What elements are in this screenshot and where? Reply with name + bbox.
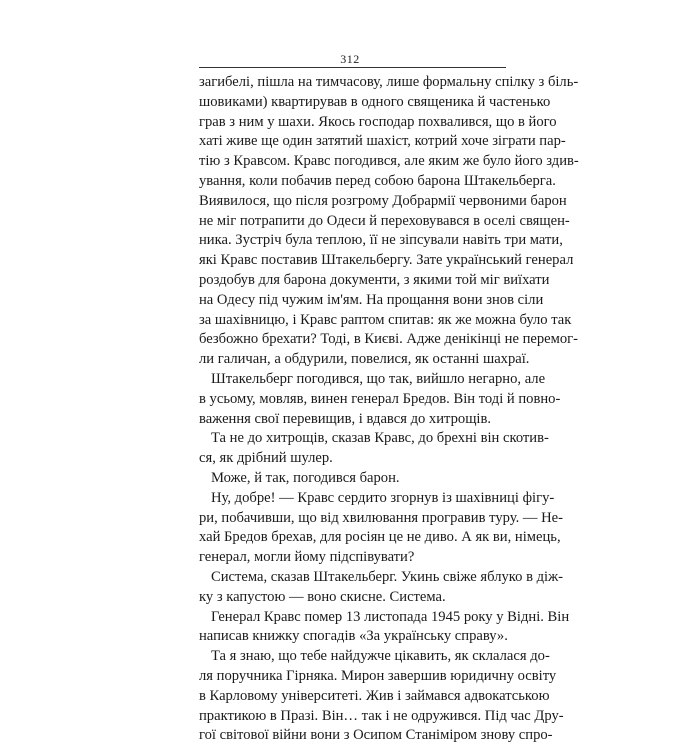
- text-line: не міг потрапити до Одеси й переховувався в оселі священ-: [199, 212, 570, 229]
- text-line: Ну, добре! — Кравс сердито згорнув із шахівниці фігу-: [211, 489, 555, 506]
- text-line: за шахівницю, і Кравс раптом спитав: як же можна було так: [199, 311, 572, 328]
- text-line: ли галичан, а обдурили, повелися, як останні шахраї.: [199, 351, 530, 368]
- paragraph: [199, 370, 561, 429]
- text-line: генерал, могли йому підспівувати?: [199, 549, 415, 566]
- text-line: ування, коли побачив перед собою барона Штакельберга.: [199, 172, 556, 189]
- text-line: Може, й так, погодився барон.: [211, 469, 400, 486]
- text-line: ку з капустою — воно скисне. Система.: [199, 588, 446, 605]
- text-line: гої світової війни вони з Осипом Станіміром знову спро-: [199, 727, 553, 744]
- text-line: написав книжку спогадів «За українську справу».: [199, 628, 508, 645]
- body-text: [199, 73, 579, 746]
- text-line: в Карловому університеті. Жив і займався адвокатською: [199, 687, 550, 704]
- text-line: які Кравс поставив Штакельбергу. Зате український генерал: [199, 252, 574, 269]
- paragraph: [199, 608, 570, 648]
- text-line: Та не до хитрощів, сказав Кравс, до брехні він скотив-: [211, 430, 549, 447]
- text-line: практикою в Празі. Він… так і не одружився. Під час Дру-: [199, 707, 564, 724]
- text-line: Штакельберг погодився, що так, вийшло негарно, але: [211, 370, 546, 387]
- text-line: Система, сказав Штакельберг. Укинь свіже яблуко в діж-: [211, 568, 564, 585]
- text-line: на Одесу під чужим ім'ям. На прощання вони знов сіли: [199, 291, 544, 308]
- text-line: безбожно брехати? Тоді, в Києві. Адже денікінці не перемог-: [199, 331, 579, 348]
- text-line: загибелі, пішла на тимчасову, лише формальну спілку з біль-: [199, 74, 579, 90]
- text-line: хаті живе ще один затятий шахіст, котрий хоче зіграти пар-: [199, 133, 566, 150]
- text-line: ника. Зустріч була теплою, її не зіпсували навіть три мати,: [199, 232, 563, 249]
- text-line: тію з Кравсом. Кравс погодився, але яким же було його здив-: [199, 153, 579, 170]
- text-line: грав з ним у шахи. Якось господар похвалився, що в його: [199, 113, 557, 130]
- page-number: 312: [340, 52, 360, 66]
- paragraph: [199, 568, 564, 608]
- text-line: в усьому, мовляв, винен генерал Бредов. Він тоді й повно-: [199, 390, 561, 407]
- header-rule: [199, 67, 506, 68]
- text-line: роздобув для барона документи, з якими той міг виїхати: [199, 271, 550, 288]
- text-line: Та я знаю, що тебе найдужче цікавить, як склалася до-: [211, 648, 550, 665]
- text-line: шовиками) квартирував в одного священика й частенько: [199, 93, 551, 110]
- text-line: ля поручника Гірняка. Мирон завершив юридичну освіту: [199, 667, 557, 684]
- paragraph: [199, 647, 564, 746]
- text-line: Виявилося, що після розгрому Добрармії червоними барон: [199, 192, 567, 209]
- text-line: ри, побачивши, що від хвилювання програвив туру. — Не-: [199, 509, 563, 526]
- text-line: хай Бредов брехав, для росіян це не диво. А як ви, німець,: [199, 529, 561, 546]
- paragraph: [199, 469, 507, 489]
- paragraph: [199, 489, 563, 568]
- text-line: важення свої перевищив, і вдався до хитрощів.: [199, 410, 492, 427]
- text-line: Генерал Кравс помер 13 листопада 1945 року у Відні. Він: [211, 608, 570, 625]
- paragraph: [199, 73, 579, 370]
- text-line: ся, як дрібний шулер.: [199, 450, 333, 467]
- paragraph: [199, 429, 549, 469]
